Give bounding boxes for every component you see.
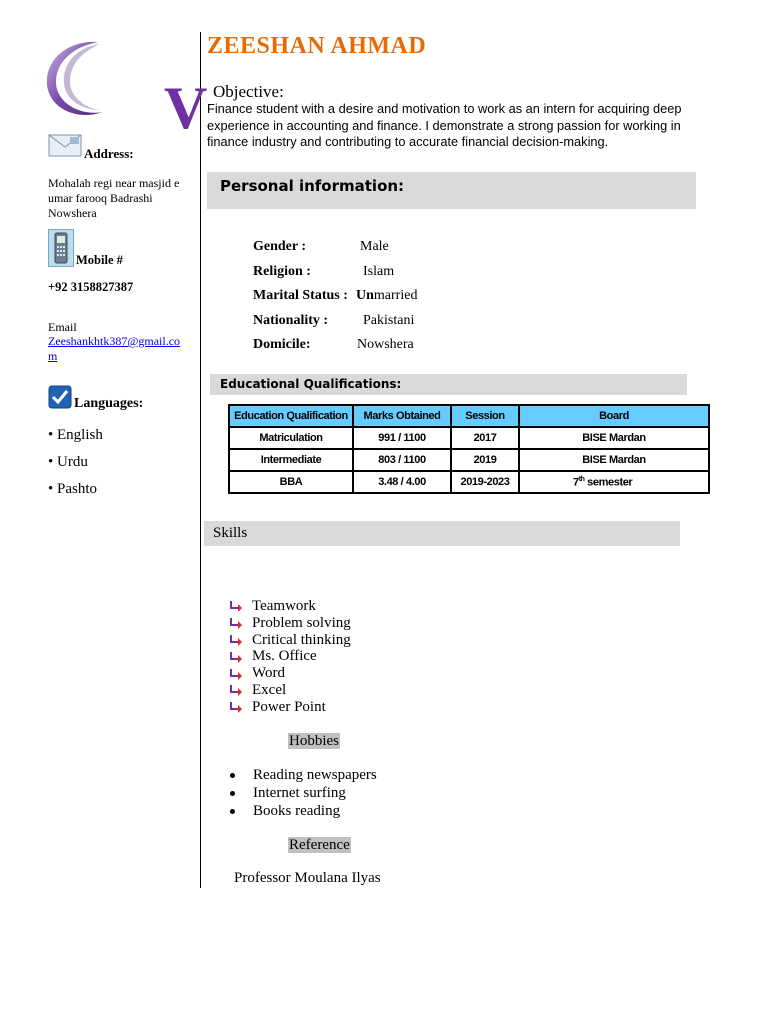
personal-info-band	[207, 172, 696, 209]
language-item: • Urdu	[48, 454, 88, 470]
arrow-bullet-icon	[229, 634, 243, 646]
skill-item: Teamwork	[229, 598, 351, 615]
table-cell: 7th semester	[519, 471, 709, 493]
logo-crescent-icon	[42, 38, 104, 120]
email-link[interactable]: Zeeshankhtk387@gmail.co m	[48, 334, 181, 363]
envelope-icon	[48, 132, 82, 158]
address-label: Address:	[84, 146, 134, 161]
objective-title: Objective:	[213, 82, 284, 101]
skill-item: Word	[229, 665, 351, 682]
education-band	[210, 374, 687, 395]
language-item: • Pashto	[48, 481, 98, 497]
skill-item: Excel	[229, 682, 351, 699]
bullet-dot-icon	[230, 809, 235, 814]
skill-item: Ms. Office	[229, 648, 351, 665]
skills-list	[229, 598, 351, 716]
skills-title: Skills	[213, 525, 248, 541]
table-cell: Intermediate	[229, 449, 353, 471]
column-header: Education Qualification	[229, 405, 353, 427]
table-cell: 803 / 1100	[353, 449, 451, 471]
bullet-dot-icon	[230, 791, 235, 796]
education-title: Educational Qualifications:	[220, 377, 402, 391]
objective-text: Finance student with a desire and motivation to work as an intern for acquiring deep experience in accounting and finance. I demonstrate a strong passion for working in finance industry and contributing to accurate financial decision-making.	[207, 101, 682, 150]
drop-cap-letter: V	[164, 75, 208, 141]
arrow-bullet-icon	[229, 684, 243, 696]
table-row	[229, 427, 709, 449]
column-header: Marks Obtained	[353, 405, 451, 427]
reference-title: Reference	[289, 837, 350, 853]
column-header: Board	[519, 405, 709, 427]
mobile-label: Mobile #	[76, 253, 123, 267]
language-item: • English	[48, 427, 103, 443]
education-table	[228, 404, 710, 494]
column-header: Session	[451, 405, 519, 427]
languages-label: Languages:	[74, 396, 144, 411]
skill-item: Power Point	[229, 699, 351, 716]
personal-info-list	[253, 239, 417, 362]
table-row	[229, 471, 709, 493]
table-cell: BBA	[229, 471, 353, 493]
arrow-bullet-icon	[229, 668, 243, 680]
table-cell: 3.48 / 4.00	[353, 471, 451, 493]
bullet-dot-icon	[230, 773, 235, 778]
mobile-value: +92 3158827387	[48, 280, 134, 294]
arrow-bullet-icon	[229, 617, 243, 629]
religion-row: Religion : Islam	[253, 263, 395, 279]
table-cell: 2019	[451, 449, 519, 471]
sidebar-divider	[200, 32, 201, 888]
hobby-item: Reading newspapers	[230, 766, 377, 784]
hobby-item: Books reading	[230, 802, 377, 820]
table-row	[229, 449, 709, 471]
hobbies-list	[230, 766, 377, 820]
skills-band	[204, 521, 680, 546]
domicile-row: Domicile: Nowshera	[253, 337, 414, 353]
skill-item: Critical thinking	[229, 632, 351, 649]
address-text: Mohalah regi near masjid e umar farooq Badrashi Nowshera	[48, 176, 180, 220]
nationality-row: Nationality : Pakistani	[253, 312, 415, 328]
table-cell: Matriculation	[229, 427, 353, 449]
hobby-item: Internet surfing	[230, 784, 377, 802]
checkbox-checked-icon	[48, 385, 72, 409]
arrow-bullet-icon	[229, 701, 243, 713]
marital-status-row: Marital Status : Un married	[253, 288, 418, 304]
table-cell: BISE Mardan	[519, 427, 709, 449]
arrow-bullet-icon	[229, 600, 243, 612]
personal-info-title: Personal information:	[220, 177, 405, 195]
reference-name: Professor Moulana Ilyas	[234, 870, 381, 886]
gender-row: Gender : Male	[253, 239, 389, 254]
hobbies-title: Hobbies	[289, 733, 339, 749]
mobile-phone-icon	[48, 229, 74, 267]
skill-item: Problem solving	[229, 615, 351, 632]
table-cell: 2017	[451, 427, 519, 449]
table-cell: 2019-2023	[451, 471, 519, 493]
candidate-name: ZEESHAN AHMAD	[207, 33, 427, 59]
table-cell: 991 / 1100	[353, 427, 451, 449]
table-header-row	[229, 405, 709, 427]
table-cell: BISE Mardan	[519, 449, 709, 471]
arrow-bullet-icon	[229, 651, 243, 663]
email-label: Email	[48, 320, 77, 334]
